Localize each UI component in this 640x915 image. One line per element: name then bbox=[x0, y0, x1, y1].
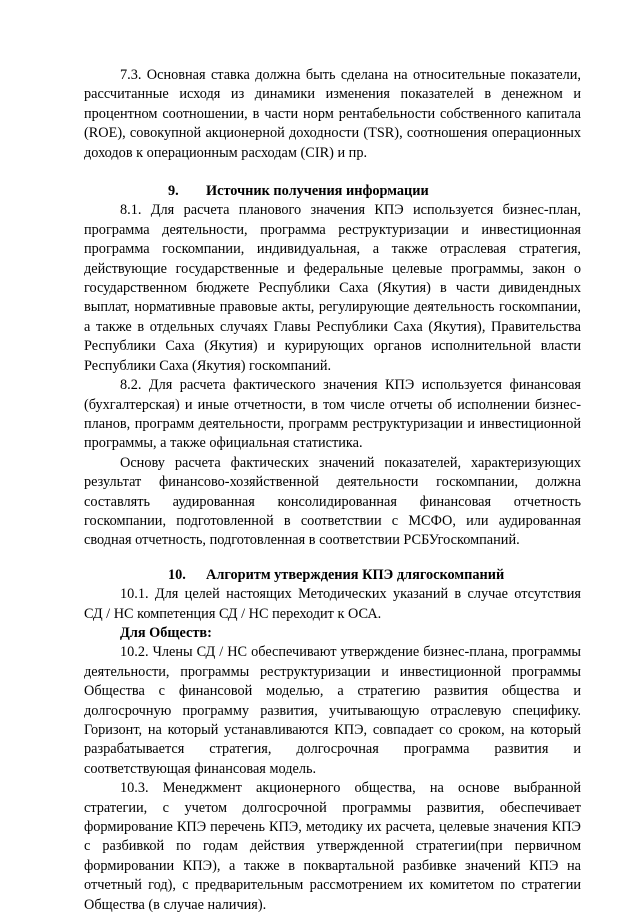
section-10-title: Алгоритм утверждения КПЭ длягоскомпаний bbox=[206, 566, 505, 583]
subheading-companies: Для Обществ: bbox=[120, 624, 212, 641]
paragraph-10-1: 10.1. Для целей настоящих Методических указаний в случае отсутствия СД / НС компетенция СД / НС переходит к ОСА. bbox=[84, 586, 581, 622]
spacer bbox=[84, 551, 581, 566]
paragraph-7-3: 7.3. Основная ставка должна быть сделана на относительные показатели, рассчитанные исходя из динамики изменения показателей в денежном и процентном соотношении, в части норм рентабельности собственного капитала (ROE), совокупной акционерной доходности (TSR), соотношения операционных доходов к операционным расходам (CIR) и пр. bbox=[84, 67, 581, 161]
section-10-heading bbox=[84, 566, 581, 585]
paragraph-10-2: 10.2. Члены СД / НС обеспечивают утверждение бизнес-плана, программы деятельности, программы реструктуризации и инвестиционной программы Общества с финансовой моделью, а стратегию развития общества и долгосрочную программу развития, учитывающую отраслевую специфику. Горизонт, на который устанавливаются КПЭ, совпадает со сроком, на который разрабатывается стратегия, долгосрочная программа развития и соответствующая финансовая модель. bbox=[84, 644, 581, 777]
paragraph-8-1: 8.1. Для расчета планового значения КПЭ используется бизнес-план, программа деятельности, программа реструктуризации и инвестиционная программа госкомпании, индивидуальная, а также отраслевая стратегия, действующие государственные и федеральные целевые программы, закон о государственном бюджете Республики Саха (Якутия) в части дивидендных выплат, нормативные правовые акты, регулирующие деятельность госкомпании, а также в отдельных случаях Главы Республики Саха (Якутия), Правительства Республики Саха (Якутия) и курирующих органов исполнительной власти Республики Саха (Якутия) госкомпаний. bbox=[84, 202, 581, 374]
paragraph-basis: Основу расчета фактических значений показателей, характеризующих результат финансово-хозяйственной деятельности госкомпании, должна составлять аудированная консолидированная финансовая отчетность госкомпании, подготовленной в соответствии с МСФО, или аудированная сводная отчетность, подготовленная в соответствии РСБУгоскомпаний. bbox=[84, 454, 581, 549]
section-9-heading bbox=[84, 182, 581, 201]
section-9-number: 9. bbox=[168, 183, 179, 200]
section-9-title: Источник получения информации bbox=[206, 183, 429, 200]
paragraph-8-2: 8.2. Для расчета фактического значения КПЭ используется финансовая (бухгалтерская) и иные отчетности, в том числе отчеты об исполнении бизнес-планов, программ деятельности, программ реструктуризации и инвестиционной программы, а также официальная статистика. bbox=[84, 377, 581, 452]
spacer bbox=[84, 163, 581, 182]
section-10-number: 10. bbox=[168, 566, 186, 583]
paragraph-10-3: 10.3. Менеджмент акционерного общества, на основе выбранной стратегии, с учетом долгосрочной программы развития, обеспечивает формирование КПЭ перечень КПЭ, методику их расчета, целевые значения КПЭ с разбивкой по годам действия утвержденной стратегии(при первичном формировании КПЭ), а также в поквартальной разбивке значений КПЭ на отчетный год), с предварительным рассмотрением их комитетом по стратегии Общества (в случае наличия). bbox=[84, 780, 581, 913]
